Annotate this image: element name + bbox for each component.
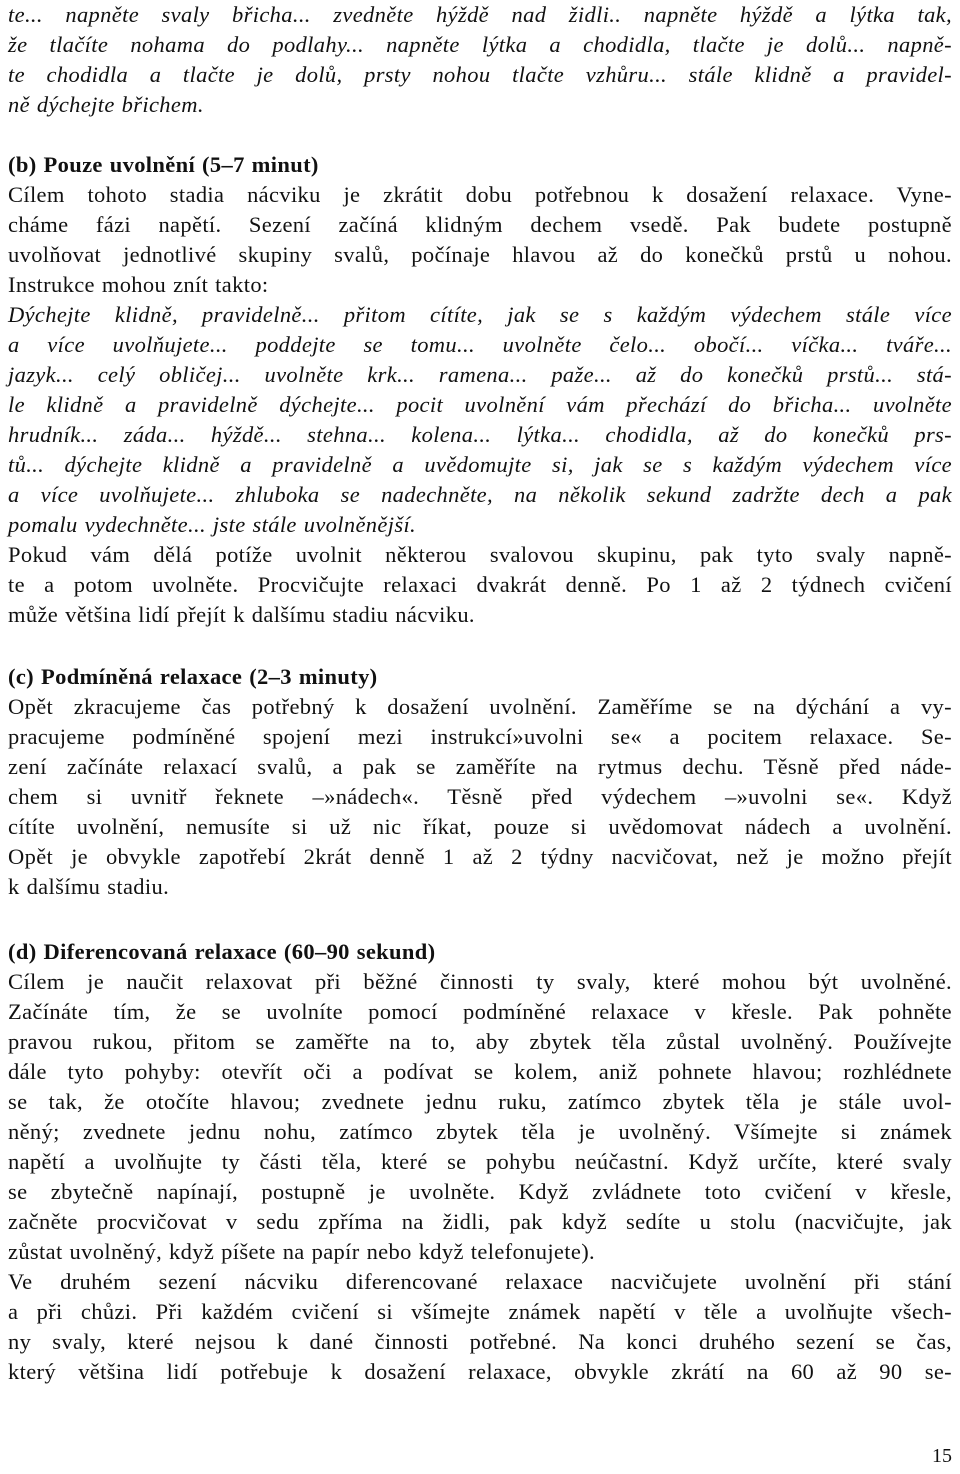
text-line: že tlačíte nohama do podlahy... napněte lýtka a chodidla, tlačte je dolů... napně- — [8, 32, 952, 57]
text-line: cítíte uvolnění, nemusíte si už nic říkat, pouze si uvědomovat nádech a uvolnění. — [8, 814, 952, 839]
text-line: pracujeme podmíněné spojení mezi instrukcí»uvolni se« a pocitem relaxace. Se- — [8, 724, 952, 749]
instruction-line: Dýchejte klidně, pravidelně... přitom cítíte, jak se s každým výdechem stále více — [8, 302, 952, 327]
text-line: Cílem tohoto stadia nácviku je zkrátit dobu potřebnou k dosažení relaxace. Vyne- — [8, 182, 952, 207]
text-line: Opět je obvykle zapotřebí 2krát denně 1 až 2 týdny nacvičovat, než je možno přejít — [8, 844, 952, 869]
instruction-line: hrudník... záda... hýždě... stehna... kolena... lýtka... chodidla, až do konečků prs- — [8, 422, 952, 447]
section-heading: (d) Diferencovaná relaxace (60–90 sekund) — [8, 939, 436, 964]
section-heading: (b) Pouze uvolnění (5–7 minut) — [8, 152, 319, 177]
text-line: Opět zkracujeme čas potřebný k dosažení uvolnění. Zaměříme se na dýchání a vy- — [8, 694, 952, 719]
text-line: k dalšímu stadiu. — [8, 874, 170, 899]
text-line: začněte procvičovat v sedu zpříma na židli, pak když sedíte u stolu (nacvičujte, jak — [8, 1209, 952, 1234]
text-line: se zbytečně napínají, postupně je uvolněte. Když zvládnete toto cvičení v křesle, — [8, 1179, 952, 1204]
text-line: který většina lidí potřebuje k dosažení relaxace, obvykle zkrátí na 60 až 90 se- — [8, 1359, 952, 1384]
text-line: Instrukce mohou znít takto: — [8, 272, 269, 297]
text-line: něný; zvednete jednu nohu, zatímco zbytek těla je uvolněný. Všímejte si známek — [8, 1119, 952, 1144]
text-line: zůstat uvolněný, když píšete na papír nebo když telefonujete). — [8, 1239, 596, 1264]
text-line: Pokud vám dělá potíže uvolnit některou svalovou skupinu, pak tyto svaly napně- — [8, 542, 952, 567]
text-line: pravou rukou, přitom se zaměřte na to, aby zbytek těla zůstal uvolněný. Používejte — [8, 1029, 952, 1054]
text-line: ně dýchejte břichem. — [8, 92, 204, 117]
text-line: te a potom uvolněte. Procvičujte relaxaci dvakrát denně. Po 1 až 2 týdnech cvičení — [8, 572, 952, 597]
instruction-line: pomalu vydechněte... jste stále uvolněnější. — [8, 512, 417, 537]
instruction-line: a více uvolňujete... zhluboka se nadechněte, na několik sekund zadržte dech a pak — [8, 482, 952, 507]
text-line: může většina lidí přejít k dalšímu stadiu nácviku. — [8, 602, 475, 627]
instruction-line: le klidně a pravidelně dýchejte... pocit uvolnění vám přechází do břicha... uvolněte — [8, 392, 952, 417]
text-line: cháme fázi napětí. Sezení začíná klidným dechem vsedě. Pak budete postupně — [8, 212, 952, 237]
text-line: ny svaly, které nejsou k dané činnosti potřebné. Na konci druhého sezení se čas, — [8, 1329, 952, 1354]
page-number: 15 — [932, 1445, 952, 1467]
text-line: uvolňovat jednotlivé skupiny svalů, počínaje hlavou až do konečků prstů u nohou. — [8, 242, 952, 267]
text-line: Začínáte tím, že se uvolníte pomocí podmíněné relaxace v křesle. Pak pohněte — [8, 999, 952, 1024]
text-line: se tak, že otočíte hlavou; zvednete jednu ruku, zatímco zbytek těla je stále uvol- — [8, 1089, 952, 1114]
text-line: zení začínáte relaxací svalů, a pak se zaměříte na rytmus dechu. Těsně před náde- — [8, 754, 952, 779]
text-line: chem si uvnitř řeknete –»nádech«. Těsně před výdechem –»uvolni se«. Když — [8, 784, 952, 809]
instruction-line: tů... dýchejte klidně a pravidelně a uvědomujte si, jak se s každým výdechem více — [8, 452, 952, 477]
text-line: a při chůzi. Při každém cvičení si všímejte známek napětí v těle a uvolňujte všech- — [8, 1299, 952, 1324]
text-line: te... napněte svaly břicha... zvedněte hýždě nad židli.. napněte hýždě a lýtka tak, — [8, 2, 952, 27]
instruction-line: jazyk... celý obličej... uvolněte krk... ramena... paže... až do konečků prstů... stá- — [8, 362, 952, 387]
section-heading: (c) Podmíněná relaxace (2–3 minuty) — [8, 664, 378, 689]
text-line: napětí a uvolňujte ty části těla, které se pohybu neúčastní. Když určíte, které svaly — [8, 1149, 952, 1174]
instruction-line: a více uvolňujete... poddejte se tomu... uvolněte čelo... obočí... víčka... tváře... — [8, 332, 952, 357]
text-line: dále tyto pohyby: otevřít oči a podívat se kolem, aniž pohnete hlavou; rozhlédnete — [8, 1059, 952, 1084]
text-line: Cílem je naučit relaxovat při běžné činnosti ty svaly, které mohou být uvolněné. — [8, 969, 952, 994]
text-line: te chodidla a tlačte je dolů, prsty nohou tlačte vzhůru... stále klidně a pravidel- — [8, 62, 952, 87]
text-line: Ve druhém sezení nácviku diferencované relaxace nacvičujete uvolnění při stání — [8, 1269, 952, 1294]
